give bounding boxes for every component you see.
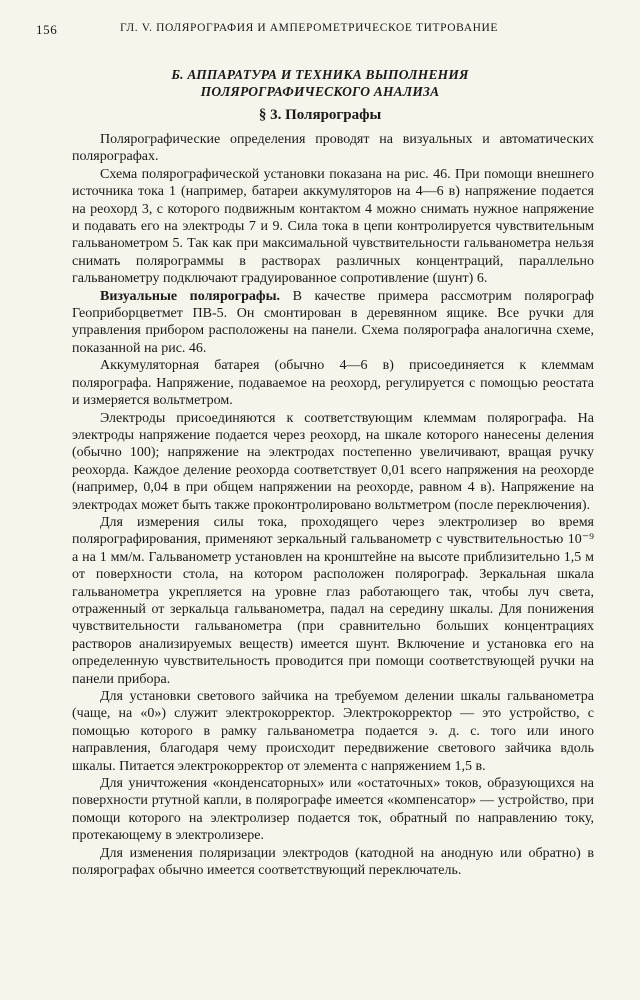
paragraph-7: Для установки светового зайчика на требуемом делении шкалы гальванометра (чаще, на «0») служит электрокорректор. Электрокорректор — это устройство, с помощью которого в рамку гальванометра подается э. д. с. того или иного направления, благодаря чему происходит передвижение светового зайчика вдоль шкалы. Питается электрокорректор от элемента с напряжением 1,5 в. (72, 689, 594, 774)
paragraph-6: Для измерения силы тока, проходящего через электролизер во время полярографирования, применяют зеркальный гальванометр с чувствительностью 10⁻⁹ а на 1 мм/м. Гальванометр установлен на кронштейне на высоте приблизительно 1,5 м от поверхности стола, на котором расположен полярограф. Зеркальная шкала гальванометра укрепляется на уровне глаз работающего так, чтобы луч света, отраженный от зеркальца гальванометра, падал на середину шкалы. Для понижения чувствительности гальванометра (при сравнительно больших концентрациях растворов анализируемых веществ) имеется шунт. Включение и установка его на определенную чувствительность проводится при помощи соответствующей ручки на панели прибора. (72, 514, 594, 687)
paragraph-8: Для уничтожения «конденсаторных» или «остаточных» токов, образующихся на поверхности ртутной капли, в полярографе имеется «компенсатор» — устройство, при помощи которого на электролизер подается ток, обратный по направлению току, протекающему в электролизере. (72, 776, 594, 844)
paragraph-1: Полярографические определения проводят на визуальных и автоматических полярографах. (72, 132, 594, 165)
section-title-line-2: ПОЛЯРОГРАФИЧЕСКОГО АНАЛИЗА (200, 84, 440, 99)
paragraph-9: Для изменения поляризации электродов (катодной на анодную или обратно) в полярографах обычно имеется соответствующий переключатель. (72, 845, 594, 879)
body-text (72, 131, 594, 879)
section-title-line-1: Б. АППАРАТУРА И ТЕХНИКА ВЫПОЛНЕНИЯ (171, 67, 469, 82)
running-title: ГЛ. V. ПОЛЯРОГРАФИЯ И АМПЕРОМЕТРИЧЕСКОЕ ТИТРОВАНИЕ (120, 22, 499, 34)
paragraph-3-text: В качестве примера рассмотрим полярограф Геоприборцветмет ПВ-5. Он смонтирован в деревянном ящике. Все ручки для управления прибором расположены на панели. Схема полярографа аналогична схеме, показанной на рис. 46. (72, 288, 594, 356)
paragraph-3-heading: Визуальные полярографы. (100, 288, 281, 304)
paragraph-2: Схема полярографической установки показана на рис. 46. При помощи внешнего источника тока 1 (например, батареи аккумуляторов на 4—6 в) напряжение подается на реохорд 3, с которого подвижным контактом 4 можно снимать нужное напряжение и подавать его на электроды 7 и 9. Сила тока в цепи контролируется чувствительным гальванометром 5. Так как при максимальной чувствительности гальванометра нельзя снимать полярограммы в растворах различных концентраций, параллельно гальванометру подключают градуированное сопротивление (шунт) 6. (72, 166, 594, 287)
paragraph-4: Аккумуляторная батарея (обычно 4—6 в) присоединяется к клеммам полярографа. Напряжение, подаваемое на реохорд, регулируется с помощью реостата и измеряется вольтметром. (72, 358, 594, 409)
paragraph-5: Электроды присоединяются к соответствующим клеммам полярографа. На электроды напряжение подается через реохорд, на шкале которого нанесены деления (обычно 100); напряжение на электродах постепенно увеличивают, вращая ручку реохорда. Каждое деление реохорда соответствует 0,01 всего напряжения на реохорде (например, 0,04 в при общем напряжении на реохорде, равном 4 в). Напряжение на электродах может быть также проконтролировано вольтметром (после переключения). (72, 410, 594, 513)
page-number: 156 (36, 22, 58, 37)
paragraph-heading: § 3. Полярографы (258, 107, 382, 123)
paragraph-3 (72, 288, 594, 358)
